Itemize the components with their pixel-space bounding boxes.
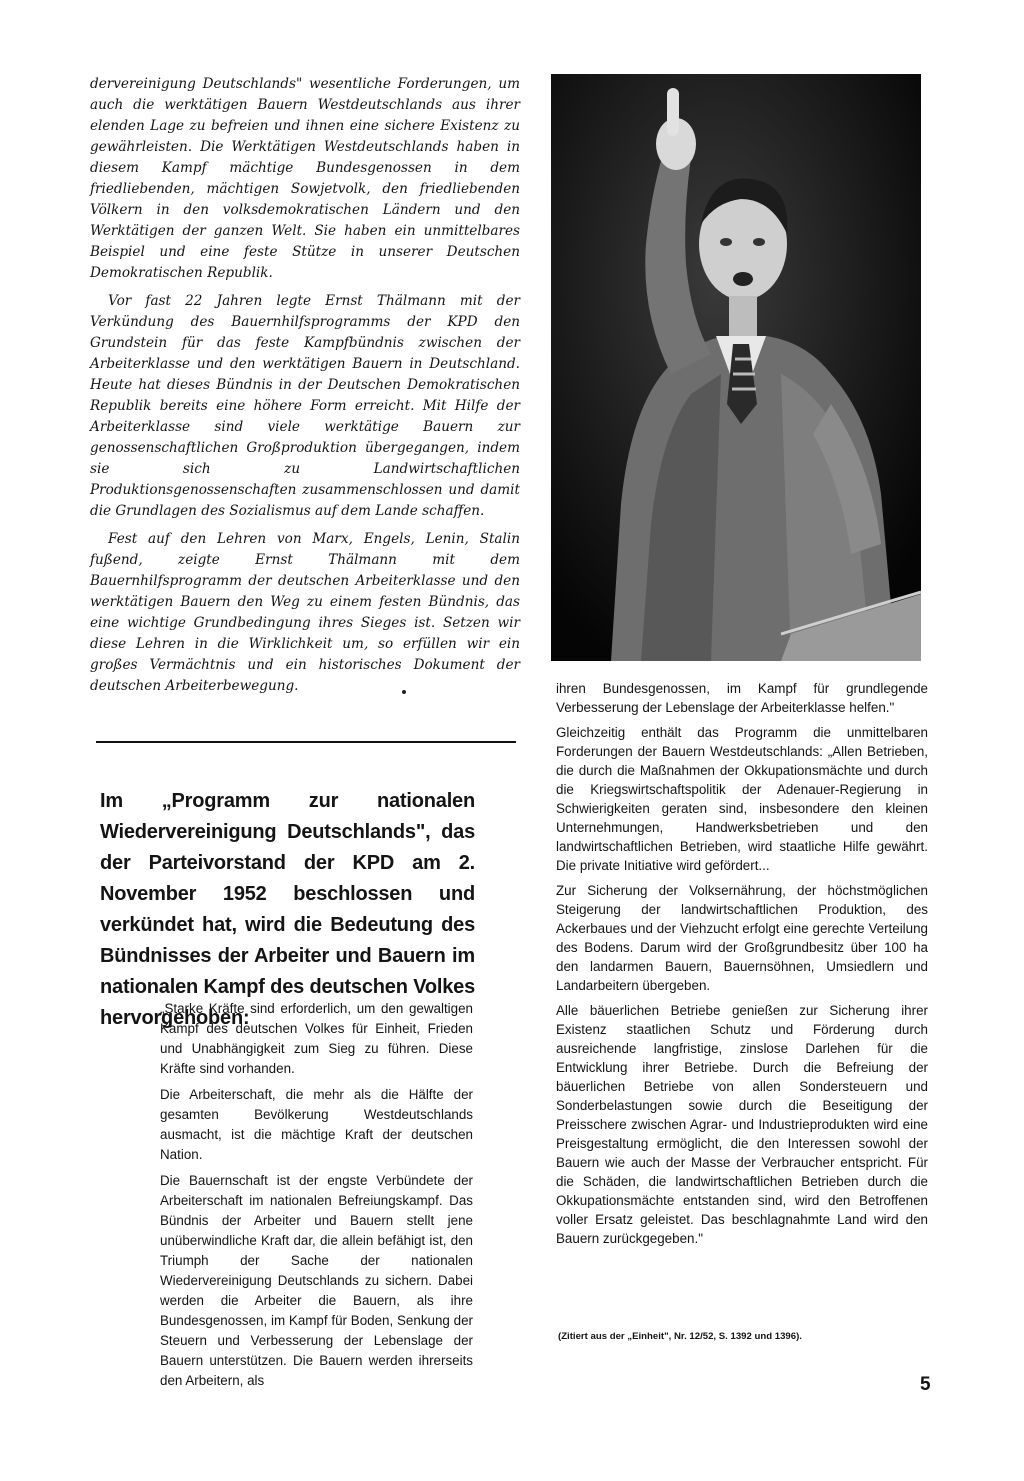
right-paragraph: ihren Bundesgenossen, im Kampf für grundlegende Verbesserung der Lebenslage der Arbeiterklasse helfen." <box>556 681 928 715</box>
section-heading: Im „Programm zur nationalen Wiedervereinigung Deutschlands", das der Parteivorstand der KPD am 2. November 1952 beschlossen und verkündet hat, wird die Bedeutung des Bündnisses der Arbeiter und Bauern im nationalen Kampf des deutschen Volkes hervorgehoben: <box>100 790 475 1029</box>
source-citation: (Zitiert aus der „Einheit", Nr. 12/52, S. 1392 und 1396). <box>558 1331 802 1342</box>
right-paragraph: Gleichzeitig enthält das Programm die unmittelbaren Forderungen der Bauern Westdeutschlands: „Allen Betrieben, die durch die Maßnahmen der Okkupationsmächte und durch die Kriegswirtschaftspolitik der Adenauer-Regierung in Schwierigkeiten geraten sind, insbesondere den kleinen Unternehmungen, Handwerksbetrieben und den landwirtschaftlichen Betrieben, wird staatliche Hilfe gewährt. Die private Initiative wird gefördert... <box>556 725 928 873</box>
intro-paragraph: Vor fast 22 Jahren legte Ernst Thälmann mit der Verkündung des Bauernhilfsprogramms der KPD den Grundstein für das feste Kampfbündnis zwischen der Arbeiterklasse und den werktätigen Bauern in Deutschland. Heute hat dieses Bündnis in der Deutschen Demokratischen Republik bereits eine höhere Form erreicht. Mit Hilfe der Arbeiterklasse sind viele werktätige Bauern zur genossenschaftlichen Großproduktion übergegangen, indem sie sich zu Landwirtschaftlichen Produktionsgenossenschaften zusammenschlossen und damit die Grundlagen des Sozialismus auf dem Lande schaffen. <box>90 293 520 519</box>
intro-paragraph: dervereinigung Deutschlands" wesentliche Forderungen, um auch die werktätigen Bauern Westdeutschlands aus ihrer elenden Lage zu befreien und ihnen eine sichere Existenz zu gewährleisten. Die Werktätigen Westdeutschlands haben in diesem Kampf mächtige Bundesgenossen in dem friedliebenden, mächtigen Sowjetvolk, den friedliebenden Völkern in den volksdemokratischen Ländern und den Werktätigen der ganzen Welt. Sie haben ein unmittelbares Beispiel und eine feste Stütze in unserer Deutschen Demokratischen Republik. <box>90 76 520 281</box>
program-quote <box>160 999 473 1397</box>
section-divider <box>96 741 516 743</box>
page-number: 5 <box>920 1374 931 1395</box>
speaker-figure-illustration <box>551 74 921 661</box>
ink-speck <box>402 690 406 694</box>
right-paragraph: Zur Sicherung der Volksernährung, der höchstmöglichen Steigerung der landwirtschaftlichen Produktion, des Ackerbaues und der Viehzucht erfolgt eine gerechte Verteilung des Bodens. Darum wird der Großgrundbesitz über 100 ha den landarmen Bauern, Bauernsöhnen, Umsiedlern und Landarbeitern übergeben. <box>556 883 928 993</box>
quote-paragraph: „Starke Kräfte sind erforderlich, um den gewaltigen Kampf des deutschen Volkes für Einheit, Frieden und Unabhängigkeit zum Sieg zu führen. Diese Kräfte sind vorhanden. <box>160 1001 473 1076</box>
quote-paragraph: Die Bauernschaft ist der engste Verbündete der Arbeiterschaft im nationalen Befreiungskampf. Das Bündnis der Arbeiter und Bauern stellt jene unüberwindliche Kraft dar, die allein befähigt ist, den Triumph der Sache der nationalen Wiedervereinigung Deutschlands zu sichern. Dabei werden die Arbeiter die Bauern, als ihre Bundesgenossen, im Kampf für Boden, Senkung der Steuern und Verbesserung der Lebenslage der Bauern unterstützen. Die Bauern werden ihrerseits den Arbeitern, als <box>160 1173 473 1388</box>
quote-continuation <box>556 679 928 1254</box>
speaker-photograph <box>551 74 921 661</box>
right-paragraph: Alle bäuerlichen Betriebe genießen zur Sicherung ihrer Existenz staatlichen Schutz und Förderung durch ausreichende langfristige, zinslose Darlehen für die Entwicklung ihrer Betriebe. Durch die Befreiung der bäuerlichen Betriebe von allen Sondersteuern und Sonderbelastungen sowie durch die Beseitigung der Preisschere zwischen Agrar- und Industrieprodukten wird eine Preisgestaltung ermöglicht, die den Interessen sowohl der Bauern wie auch der Masse der Verbraucher entspricht. Für die Schäden, die landwirtschaftlichen Betrieben durch die Okkupationsmächte entstanden sind, wird den Betroffenen voller Ersatz geleistet. Das beschlagnahmte Land wird den Bauern zurückgegeben." <box>556 1003 928 1246</box>
intro-text-column <box>90 74 520 704</box>
intro-paragraph: Fest auf den Lehren von Marx, Engels, Lenin, Stalin fußend, zeigte Ernst Thälmann mit dem Bauernhilfsprogramm der deutschen Arbeiterklasse und den werktätigen Bauern den Weg zu einem festen Bündnis, das eine wichtige Grundbedingung ihres Sieges ist. Setzen wir diese Lehren in die Wirklichkeit um, so erfüllen wir ein großes Vermächtnis und ein historisches Dokument der deutschen Arbeiterbewegung. <box>90 531 520 694</box>
quote-paragraph: Die Arbeiterschaft, die mehr als die Hälfte der gesamten Bevölkerung Westdeutschlands ausmacht, ist die mächtige Kraft der deutschen Nation. <box>160 1087 473 1162</box>
